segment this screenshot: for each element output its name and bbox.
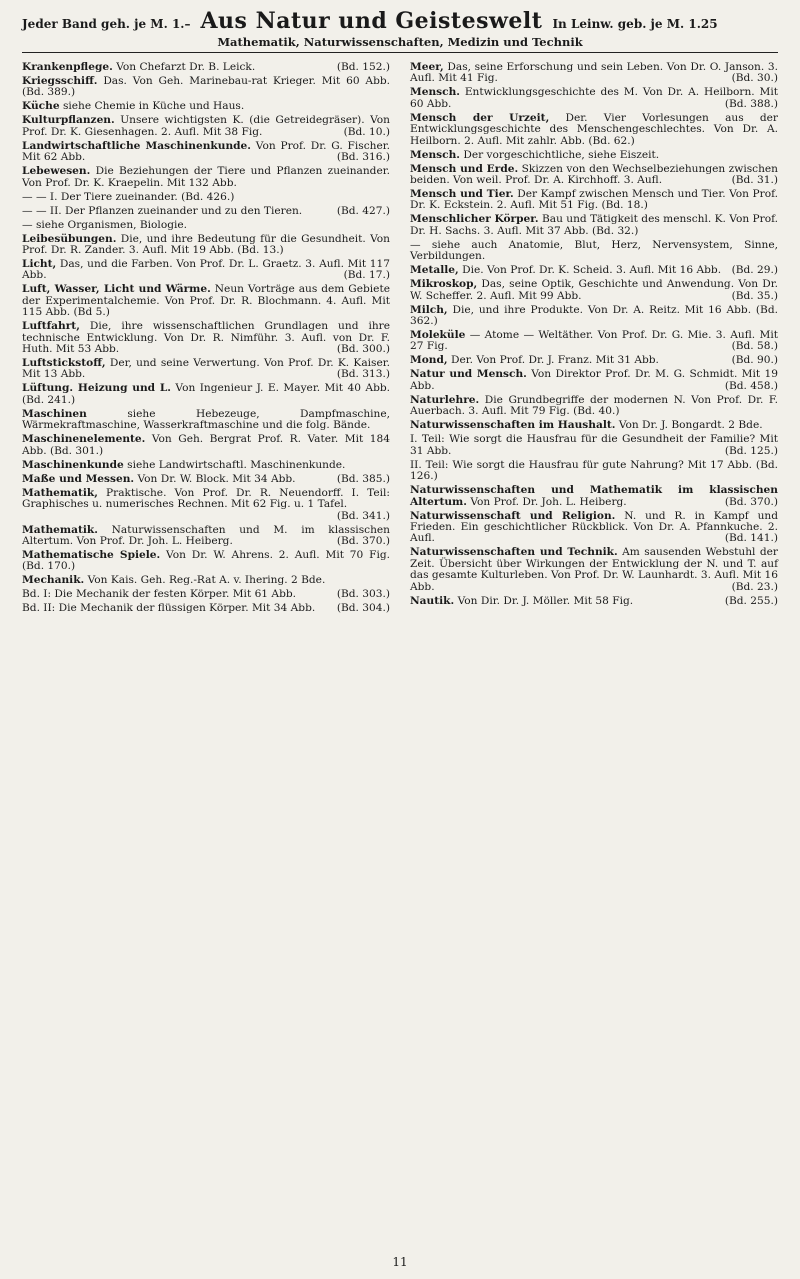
catalog-entry bbox=[410, 369, 778, 392]
entry-keyword: Küche bbox=[22, 100, 60, 113]
page-number: 11 bbox=[392, 1255, 408, 1269]
entry-text: Von Ingenieur J. E. Mayer. Mit 40 Abb. (Bd. 241.) bbox=[22, 382, 390, 406]
entry-keyword: Krankenpflege. bbox=[22, 61, 113, 73]
entry-text: Naturwissenschaften und M. im klassischen Altertum. Von Prof. Dr. Joh. L. Heiberg. bbox=[22, 523, 390, 547]
catalog-entry bbox=[22, 409, 390, 432]
catalog-entry bbox=[410, 355, 778, 366]
entry-keyword: Kriegsschiff. bbox=[22, 75, 98, 87]
catalog-entry bbox=[410, 511, 778, 545]
entry-keyword: Metalle, bbox=[410, 264, 459, 277]
entry-text: Von Dr. W. Block. Mit 34 Abb. bbox=[137, 472, 296, 485]
catalog-entry bbox=[22, 550, 390, 573]
entry-text: Bd. II: Die Mechanik der flüssigen Körper. Mit 34 Abb. bbox=[22, 602, 316, 615]
entry-volume: (Bd. 17.) bbox=[343, 269, 390, 282]
page-header bbox=[22, 8, 778, 49]
entry-keyword: Leibesübungen. bbox=[22, 232, 117, 245]
catalog-entry bbox=[22, 115, 390, 138]
catalog-entry bbox=[22, 589, 390, 600]
entry-volume: (Bd. 427.) bbox=[336, 204, 390, 217]
catalog-entry bbox=[22, 525, 390, 548]
catalog-entry bbox=[22, 141, 390, 164]
entry-volume: (Bd. 458.) bbox=[724, 379, 778, 392]
entry-volume: (Bd. 35.) bbox=[731, 289, 778, 302]
entry-volume: (Bd. 304.) bbox=[336, 602, 390, 615]
entry-text: Das, seine Erforschung und sein Leben. Von Dr. O. Janson. 3. Aufl. Mit 41 Fig. bbox=[410, 61, 778, 85]
entry-volume: (Bd. 141.) bbox=[724, 532, 778, 545]
catalog-entry bbox=[22, 62, 390, 73]
entry-text: Unsere wichtigsten K. (die Getreidegräser). Von Prof. Dr. K. Giesenhagen. 2. Aufl. Mit 38 Fig. bbox=[22, 114, 390, 138]
entry-keyword: Mensch der Urzeit, bbox=[410, 111, 550, 124]
entry-keyword: Mensch. bbox=[410, 148, 460, 161]
entry-text: Von Prof. Dr. G. Fischer. Mit 62 Abb. bbox=[22, 139, 390, 164]
catalog-entry bbox=[410, 305, 778, 328]
entry-text: Von Geh. Bergrat Prof. R. Vater. Mit 184 Abb. (Bd. 301.) bbox=[22, 433, 390, 457]
catalog-entry bbox=[22, 321, 390, 355]
catalog-entry bbox=[410, 87, 778, 110]
catalog-entry bbox=[410, 265, 778, 276]
entry-volume: (Bd. 29.) bbox=[731, 264, 778, 277]
entry-text: Von Prof. Dr. Joh. L. Heiberg. bbox=[470, 495, 627, 508]
entry-text: Die. Von Prof. Dr. K. Scheid. 3. Aufl. Mit 16 Abb. bbox=[462, 264, 722, 277]
entry-keyword: Natur und Mensch. bbox=[410, 368, 527, 381]
entry-text: Der. Von Prof. Dr. J. Franz. Mit 31 Abb. bbox=[450, 354, 659, 367]
catalog-entry bbox=[22, 474, 390, 485]
entry-keyword: Mathematik, bbox=[22, 486, 98, 499]
catalog-entry bbox=[22, 101, 390, 112]
entry-keyword: Naturwissenschaften und Mathematik im klassischen Altertum. bbox=[410, 484, 778, 508]
entry-volume: (Bd. 313.) bbox=[336, 368, 390, 381]
entry-keyword: Naturwissenschaften und Technik. bbox=[410, 546, 618, 559]
entry-text: Die, und ihre Bedeutung für die Gesundheit. Von Prof. Dr. R. Zander. 3. Aufl. Mit 19 Abb. (Bd. 13.) bbox=[22, 232, 391, 257]
entry-volume: (Bd. 341.) bbox=[336, 509, 390, 522]
entry-volume: (Bd. 23.) bbox=[731, 580, 778, 593]
entry-text: Von Dr. W. Ahrens. 2. Aufl. Mit 70 Fig. (Bd. 170.) bbox=[22, 548, 390, 573]
entry-text: Der Kampf zwischen Mensch und Tier. Von Prof. Dr. K. Eckstein. 2. Aufl. Mit 51 Fig. (Bd. 18.) bbox=[410, 188, 779, 212]
entry-text: Das, seine Optik, Geschichte und Anwendung. Von Dr. W. Scheffer. 2. Aufl. Mit 99 Abb. bbox=[410, 278, 778, 302]
entry-text: Bd. I: Die Mechanik der festen Körper. Mit 61 Abb. bbox=[22, 588, 296, 601]
catalog-entry bbox=[410, 279, 778, 302]
catalog-entry bbox=[22, 259, 390, 282]
entry-text: Von Kais. Geh. Reg.-Rat A. v. Ihering. 2 Bde. bbox=[87, 574, 326, 587]
entry-text: Entwicklungsgeschichte des M. Von Dr. A. Heilborn. Mit 60 Abb. bbox=[410, 86, 778, 110]
series-subtitle: Mathematik, Naturwissenschaften, Medizin und Technik bbox=[217, 35, 583, 49]
entry-keyword: Mond, bbox=[410, 354, 448, 367]
catalog-entry bbox=[22, 284, 390, 318]
catalog-entry bbox=[22, 488, 390, 522]
entry-volume: (Bd. 303.) bbox=[336, 588, 390, 601]
entry-text: Am sausenden Webstuhl der Zeit. Übersicht über Wirkungen der Entwicklung der N. und T. auf das gesamte Kulturleben. Von Prof. Dr. W. Launhardt. 3. Aufl. Mit 16 Abb. bbox=[410, 546, 779, 593]
catalog-entry bbox=[22, 234, 390, 257]
entry-volume: (Bd. 300.) bbox=[336, 343, 390, 356]
entry-text: Das, und die Farben. Von Prof. Dr. L. Graetz. 3. Aufl. Mit 117 Abb. bbox=[22, 258, 390, 282]
catalog-entry bbox=[22, 192, 390, 203]
entry-volume: (Bd. 10.) bbox=[343, 125, 390, 138]
entry-keyword: Maße und Messen. bbox=[22, 472, 135, 485]
entry-text: Von Dir. Dr. J. Möller. Mit 58 Fig. bbox=[457, 594, 634, 607]
entry-volume: (Bd. 30.) bbox=[731, 72, 778, 85]
catalog-entry bbox=[410, 596, 778, 607]
catalog-entry bbox=[22, 575, 390, 586]
entry-keyword: Naturwissenschaften im Haushalt. bbox=[410, 419, 616, 432]
entry-keyword: Mensch. bbox=[410, 86, 460, 99]
entry-volume: (Bd. 385.) bbox=[336, 472, 390, 485]
entry-volume: (Bd. 90.) bbox=[731, 354, 778, 367]
entry-text: II. Teil: Wie sorgt die Hausfrau für gute Nahrung? Mit 17 Abb. (Bd. 126.) bbox=[410, 458, 778, 483]
header-price-left: Jeder Band geh. je M. 1.– bbox=[22, 17, 191, 31]
catalog-entry bbox=[22, 76, 390, 99]
entry-text: Das. Von Geh. Marinebau-rat Krieger. Mit 60 Abb. (Bd. 389.) bbox=[22, 75, 390, 99]
catalog-entry bbox=[22, 166, 390, 189]
catalog-entry bbox=[410, 62, 778, 85]
entry-text: Die Beziehungen der Tiere und Pflanzen zueinander. Von Prof. Dr. K. Kraepelin. Mit 132 Abb. bbox=[22, 165, 390, 189]
entry-keyword: Mathematik. bbox=[22, 523, 98, 536]
entry-keyword: Mathematische Spiele. bbox=[22, 548, 161, 561]
entry-keyword: Maschinenelemente. bbox=[22, 433, 146, 446]
entry-keyword: Luftfahrt, bbox=[22, 320, 80, 333]
entry-volume: (Bd. 58.) bbox=[731, 340, 778, 353]
entry-text: Die, und ihre Produkte. Von Dr. A. Reitz. Mit 16 Abb. (Bd. 362.) bbox=[410, 303, 778, 328]
catalog-entry bbox=[410, 113, 778, 147]
catalog-entry bbox=[410, 460, 778, 483]
entry-keyword: Lüftung. Heizung und L. bbox=[22, 382, 171, 395]
entry-volume: (Bd. 31.) bbox=[731, 174, 778, 187]
catalog-entry bbox=[410, 164, 778, 187]
entry-keyword: Licht, bbox=[22, 258, 57, 271]
entry-text: Die Grundbegriffe der modernen N. Von Prof. Dr. F. Auerbach. 3. Aufl. Mit 79 Fig. (Bd. 40.) bbox=[410, 393, 778, 418]
entry-text: — siehe Organismen, Biologie. bbox=[22, 218, 188, 231]
entry-text: Von Dr. J. Bongardt. 2 Bde. bbox=[618, 419, 763, 432]
entry-keyword: Naturlehre. bbox=[410, 393, 480, 406]
entry-text: siehe Landwirtschaftl. Maschinenkunde. bbox=[127, 458, 346, 471]
catalog-entry bbox=[410, 214, 778, 237]
entry-text: Der, und seine Verwertung. Von Prof. Dr. K. Kaiser. Mit 13 Abb. bbox=[22, 357, 390, 381]
entry-text: Die, ihre wissenschaftlichen Grundlagen und ihre technische Entwicklung. Von Dr. R. Nimführ. 3. Aufl. von Dr. F. Huth. Mit 53 Abb. bbox=[22, 320, 390, 356]
catalog-entry bbox=[410, 150, 778, 161]
entry-text: Von Chefarzt Dr. B. Leick. bbox=[116, 61, 256, 73]
entry-keyword: Mensch und Tier. bbox=[410, 188, 514, 201]
entry-text: Bau und Tätigkeit des menschl. K. Von Prof. Dr. H. Sachs. 3. Aufl. Mit 37 Abb. (Bd. 32.) bbox=[410, 213, 779, 237]
entry-keyword: Meer, bbox=[410, 61, 444, 73]
entry-text: N. und R. in Kampf und Frieden. Ein geschichtlicher Rückblick. Von Dr. A. Pfannkuche. 2. Aufl. bbox=[410, 509, 779, 545]
entry-text: — Atome — Weltäther. Von Prof. Dr. G. Mie. 3. Aufl. Mit 27 Fig. bbox=[410, 329, 778, 353]
entry-text: — — I. Der Tiere zueinander. (Bd. 426.) bbox=[22, 190, 235, 203]
entry-keyword: Kulturpflanzen. bbox=[22, 114, 115, 127]
entry-keyword: Luft, Wasser, Licht und Wärme. bbox=[22, 283, 211, 296]
entry-text: siehe Chemie in Küche und Haus. bbox=[62, 100, 245, 113]
entry-keyword: Mechanik. bbox=[22, 574, 85, 587]
entry-volume: (Bd. 370.) bbox=[336, 534, 390, 547]
catalog-entry bbox=[410, 485, 778, 508]
catalog-entry bbox=[410, 189, 778, 212]
entry-text: — siehe auch Anatomie, Blut, Herz, Nervensystem, Sinne, Verbildungen. bbox=[410, 238, 778, 263]
entry-keyword: Luftstickstoff, bbox=[22, 357, 106, 370]
right-column bbox=[410, 62, 778, 610]
entry-keyword: Mikroskop, bbox=[410, 278, 478, 291]
left-column bbox=[22, 62, 390, 617]
entry-text: Von Direktor Prof. Dr. M. G. Schmidt. Mit 19 Abb. bbox=[410, 368, 778, 392]
entry-keyword: Maschinenkunde bbox=[22, 458, 124, 471]
catalog-entry bbox=[22, 220, 390, 231]
entry-keyword: Milch, bbox=[410, 303, 448, 316]
catalog-entry bbox=[22, 358, 390, 381]
entry-text: Der vorgeschichtliche, siehe Eiszeit. bbox=[463, 148, 660, 161]
catalog-entry bbox=[410, 420, 778, 431]
entry-keyword: Lebewesen. bbox=[22, 165, 91, 178]
header-line bbox=[22, 8, 778, 34]
catalog-entry bbox=[410, 395, 778, 418]
entry-volume: (Bd. 370.) bbox=[724, 495, 778, 508]
entry-keyword: Moleküle bbox=[410, 329, 466, 342]
entry-keyword: Landwirtschaftliche Maschinenkunde. bbox=[22, 139, 251, 152]
catalog-entry bbox=[22, 383, 390, 406]
entry-keyword: Mensch und Erde. bbox=[410, 162, 519, 175]
header-price-right: In Leinw. geb. je M. 1.25 bbox=[552, 17, 718, 31]
entry-text: Der. Vier Vorlesungen aus der Entwicklungsgeschichte des Menschengeschlechtes. Von Dr. A. Heilborn. 2. Aufl. Mit zahlr. Abb. (Bd. 62.) bbox=[410, 111, 779, 147]
catalog-entry bbox=[410, 434, 778, 457]
entry-volume: (Bd. 388.) bbox=[724, 97, 778, 110]
entry-volume: (Bd. 152.) bbox=[336, 61, 390, 73]
entry-text: I. Teil: Wie sorgt die Hausfrau für die Gesundheit der Familie? Mit 31 Abb. bbox=[410, 433, 778, 457]
entry-keyword: Menschlicher Körper. bbox=[410, 213, 539, 226]
catalog-entry bbox=[22, 434, 390, 457]
catalog-entry bbox=[22, 603, 390, 614]
catalog-entry bbox=[410, 547, 778, 593]
entry-keyword: Naturwissenschaft und Religion. bbox=[410, 509, 616, 522]
entry-text: siehe Hebezeuge, Dampfmaschine, Wärmekraftmaschine, Wasserkraftmaschine und die folg. Bände. bbox=[22, 407, 390, 432]
entry-keyword: Nautik. bbox=[410, 594, 455, 607]
entry-volume: (Bd. 255.) bbox=[724, 594, 778, 607]
entry-keyword: Maschinen bbox=[22, 407, 87, 420]
entry-text: Neun Vorträge aus dem Gebiete der Experimentalchemie. Von Prof. Dr. R. Blochmann. 4. Aufl. Mit 115 Abb. (Bd 5.) bbox=[22, 283, 390, 319]
entry-volume: (Bd. 125.) bbox=[724, 444, 778, 457]
catalog-entry bbox=[410, 240, 778, 263]
entry-text: Skizzen von den Wechselbeziehungen zwischen beiden. Von weil. Prof. Dr. A. Kirchhoff. 3. Aufl. bbox=[410, 162, 778, 187]
header-rule bbox=[22, 52, 778, 53]
entry-volume: (Bd. 316.) bbox=[336, 151, 390, 164]
series-title: Aus Natur und Geisteswelt bbox=[200, 8, 543, 34]
entry-text: — — II. Der Pflanzen zueinander und zu den Tieren. bbox=[22, 204, 303, 217]
entry-text: Praktische. Von Prof. Dr. R. Neuendorff. I. Teil: Graphisches u. numerisches Rechnen. Mit 62 Fig. u. 1 Tafel. bbox=[22, 486, 390, 511]
catalog-entry bbox=[22, 206, 390, 217]
catalog-entry bbox=[22, 460, 390, 471]
catalog-entry bbox=[410, 330, 778, 353]
